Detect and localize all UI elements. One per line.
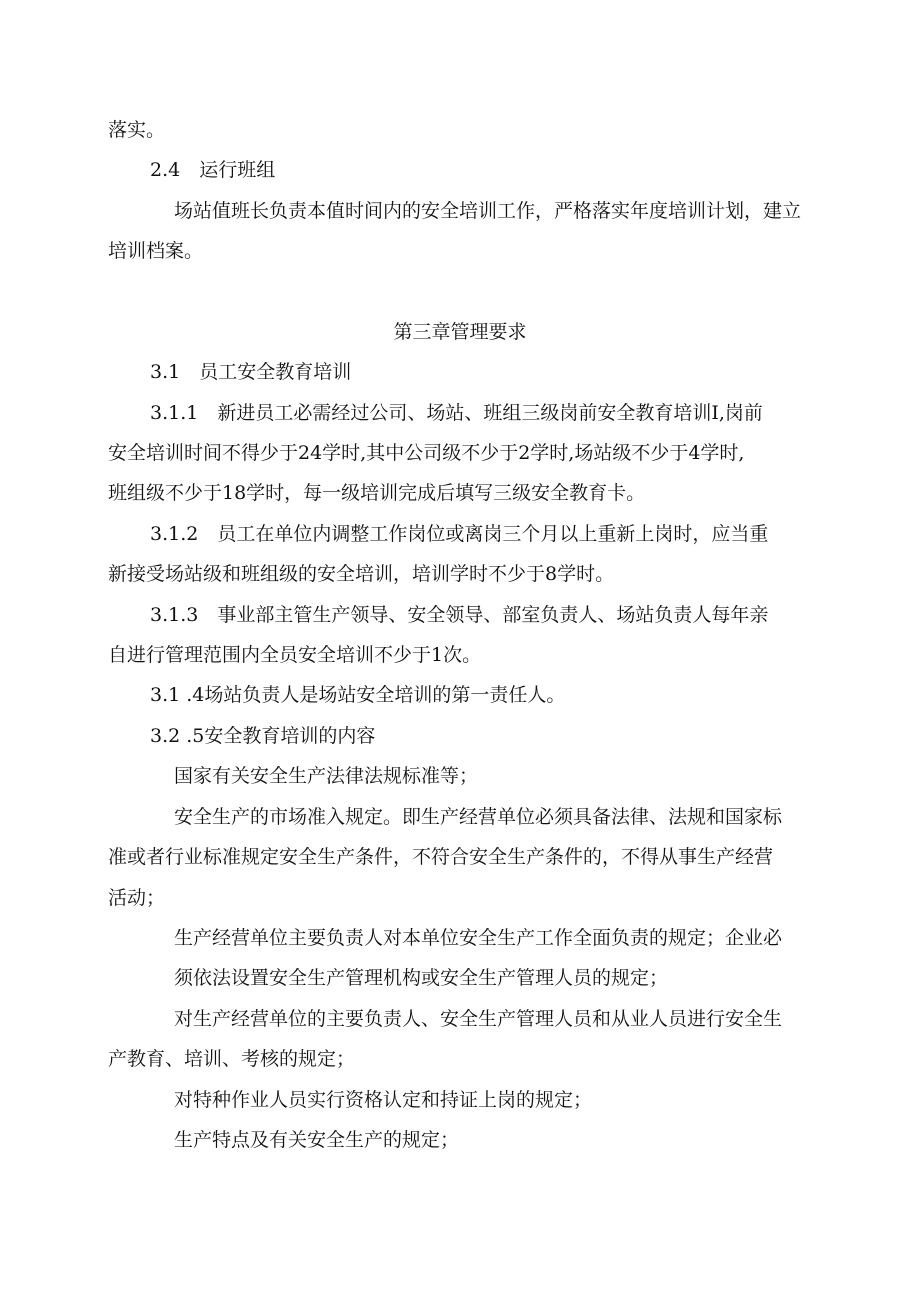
- text-line: 自进行管理范围内全员安全培训不少于1次。: [108, 644, 482, 666]
- text-line: 生产特点及有关安全生产的规定；: [174, 1129, 460, 1151]
- text-line: 对特种作业人员实行资格认定和持证上岗的规定；: [174, 1089, 593, 1111]
- clause-3-1-4: 3.1 .4场站负责人是场站安全培训的第一责任人。: [150, 684, 566, 706]
- clause-3-2-5: 3.2 .5安全教育培训的内容: [150, 725, 376, 747]
- text-line: 班组级不少于18学时，每一级培训完成后填写三级安全教育卡。: [108, 482, 646, 504]
- text-line: 产教育、培训、考核的规定；: [108, 1048, 356, 1070]
- text-line: 对生产经营单位的主要负责人、安全生产管理人员和从业人员进行安全生: [174, 1008, 783, 1030]
- text-line: 新接受场站级和班组级的安全培训，培训学时不少于8学时。: [108, 563, 615, 585]
- clause-3-1-1: 3.1.1 新进员工必需经过公司、场站、班组三级岗前安全教育培训I,岗前: [150, 402, 763, 424]
- section-heading-2-4: 2.4 运行班组: [150, 159, 276, 181]
- text-line: 场站值班长负责本值时间内的安全培训工作，严格落实年度培训计划，建立: [174, 200, 802, 222]
- chapter-title: 第三章管理要求: [393, 321, 527, 343]
- clause-3-1-3: 3.1.3 事业部主管生产领导、安全领导、部室负责人、场站负责人每年亲: [150, 604, 769, 626]
- clause-3-1-2: 3.1.2 员工在单位内调整工作岗位或离岗三个月以上重新上岗时，应当重: [150, 523, 769, 545]
- text-line: 落实。: [108, 119, 166, 141]
- text-line: 须依法设置安全生产管理机构或安全生产管理人员的规定；: [174, 967, 669, 989]
- text-line: 培训档案。: [108, 240, 204, 262]
- section-heading-3-1: 3.1 员工安全教育培训: [150, 361, 352, 383]
- text-line: 准或者行业标准规定安全生产条件，不符合安全生产条件的，不得从事生产经营: [108, 846, 774, 868]
- text-line: 安全培训时间不得少于24学时,其中公司级不少于2学时,场站级不少于4学时,: [108, 442, 745, 464]
- text-line: 生产经营单位主要负责人对本单位安全生产工作全面负责的规定；企业必: [174, 927, 783, 949]
- text-line: 活动；: [108, 887, 166, 909]
- text-line: 国家有关安全生产法律法规标准等；: [174, 765, 479, 787]
- text-line: 安全生产的市场准入规定。即生产经营单位必须具备法律、法规和国家标: [174, 806, 783, 828]
